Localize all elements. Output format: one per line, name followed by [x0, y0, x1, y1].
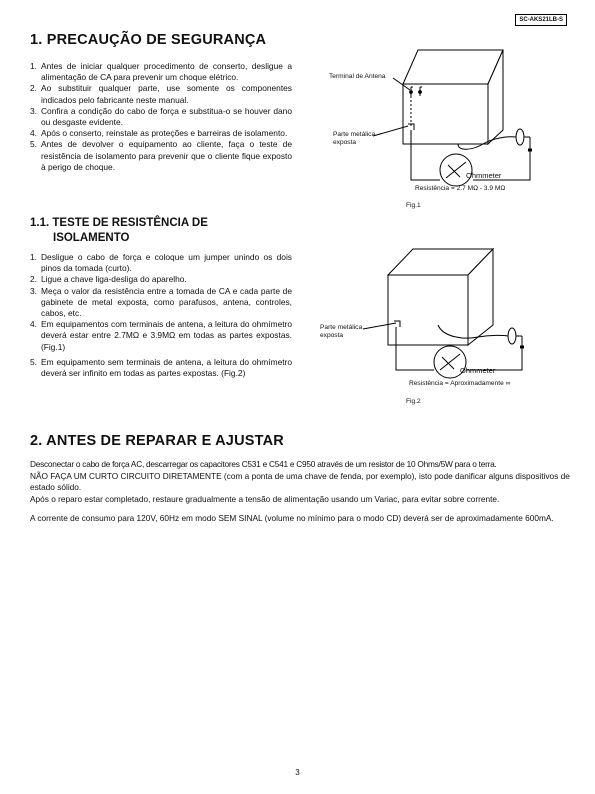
fig2-ohmmeter-label: Ohmmeter	[460, 366, 496, 375]
section2-paragraph-3: Após o reparo estar completado, restaure gradualmente a tensão de alimentação usando um Variac, para evitar sobre corrente.	[30, 494, 500, 504]
item-text: Após o conserto, reinstale as proteções e barreiras de isolamento.	[41, 128, 288, 139]
item-number: 3.	[30, 285, 37, 296]
item-text: Desligue o cabo de força e coloque um jumper unindo os dois pinos da tomada (curto).	[41, 252, 292, 274]
test-list	[30, 252, 292, 379]
fig1-antenna-label: Terminal de Antena	[329, 73, 386, 80]
item-text: Antes de devolver o equipamento ao cliente, faça o teste de resistência de isolamento para prevenir que o cliente fique exposto à perigo de choque.	[41, 139, 292, 172]
fig1-metal-label-1: Parte metálica	[333, 131, 376, 138]
item-number: 4.	[30, 319, 37, 330]
list-item	[30, 274, 292, 285]
item-text: Ligue a chave liga-desliga do aparelho.	[41, 274, 187, 285]
item-text: Meça o valor da resistência entre a tomada de CA e cada parte de gabinete de metal exposta, como parafusos, antena, controles, cabos, etc.	[41, 285, 292, 319]
fig1-resistance: Resistência = 2.7 MΩ - 3.9 MΩ	[415, 185, 506, 192]
item-number: 1.	[30, 252, 37, 262]
model-code: SC-AKS21LB-S	[515, 14, 567, 26]
item-number: 2.	[30, 274, 37, 285]
section2-title: 2. ANTES DE REPARAR E AJUSTAR	[30, 433, 284, 449]
fig1-metal-label-2: exposta	[333, 139, 357, 146]
list-item	[30, 61, 292, 83]
list-item	[30, 252, 292, 274]
list-item	[30, 128, 292, 139]
list-item	[30, 139, 292, 173]
item-text: Confira a condição do cabo de força e substitua-o se houver dano ou desgaste evidente.	[41, 105, 292, 128]
section2-paragraph-4: A corrente de consumo para 120V, 60Hz em modo SEM SINAL (volume no mínimo para o modo CD) deverá ser de aproximadamente 600mA.	[30, 513, 554, 523]
list-item	[30, 357, 292, 379]
fig1-caption: Fig.1	[406, 202, 421, 209]
item-number: 5.	[30, 356, 37, 367]
item-number: 3.	[30, 105, 37, 116]
section2-paragraph-2: NÃO FAÇA UM CURTO CIRCUITO DIRETAMENTE (com a ponta de uma chave de fenda, por exemplo), isto pode danificar alguns dispositivos de estado sólido.	[30, 471, 570, 493]
section11-title-line1: 1.1. TESTE DE RESISTÊNCIA DE	[30, 217, 208, 229]
safety-list	[30, 61, 292, 173]
item-text: Em equipamentos com terminais de antena, a leitura do ohmímetro deverá estar entre 2.7MΩ e 3.9MΩ em todas as partes expostas. (Fig.1)	[41, 319, 292, 352]
list-item	[30, 106, 292, 128]
page-number: 3	[295, 768, 300, 777]
figure-1	[318, 40, 568, 215]
fig2-caption: Fig.2	[406, 398, 421, 405]
fig2-resistance: Resistência = Aproximadamente ∞	[409, 380, 511, 387]
section11-title-line2: ISOLAMENTO	[53, 232, 130, 244]
section1-title: 1. PRECAUÇÃO DE SEGURANÇA	[30, 32, 267, 48]
item-text: Antes de iniciar qualquer procedimento de conserto, desligue a alimentação de CA para prevenir um choque elétrico.	[41, 61, 292, 83]
item-number: 1.	[30, 61, 37, 71]
list-item	[30, 83, 292, 105]
item-number: 2.	[30, 83, 37, 94]
item-number: 5.	[30, 139, 37, 150]
list-item	[30, 286, 292, 320]
section2-paragraph-1: Desconectar o cabo de força AC, descarregar os capacitores C531 e C541 e C950 através de um resistor de 10 Ohms/5W para o terra.	[30, 459, 497, 469]
figure-2	[318, 245, 568, 410]
fig2-metal-label-1: Parte metálica	[320, 324, 363, 331]
fig1-ohmmeter-label: Ohmmeter	[466, 171, 502, 180]
list-item	[30, 319, 292, 353]
item-text: Em equipamento sem terminais de antena, a leitura do ohmímetro deverá ser infinito em todas as partes expostas. (Fig.2)	[41, 356, 292, 379]
item-number: 4.	[30, 128, 37, 139]
item-text: Ao substituir qualquer parte, use somente os componentes indicados pelo fabricante neste manual.	[41, 83, 292, 105]
section11-title	[30, 216, 208, 246]
fig2-metal-label-2: exposta	[320, 332, 344, 339]
